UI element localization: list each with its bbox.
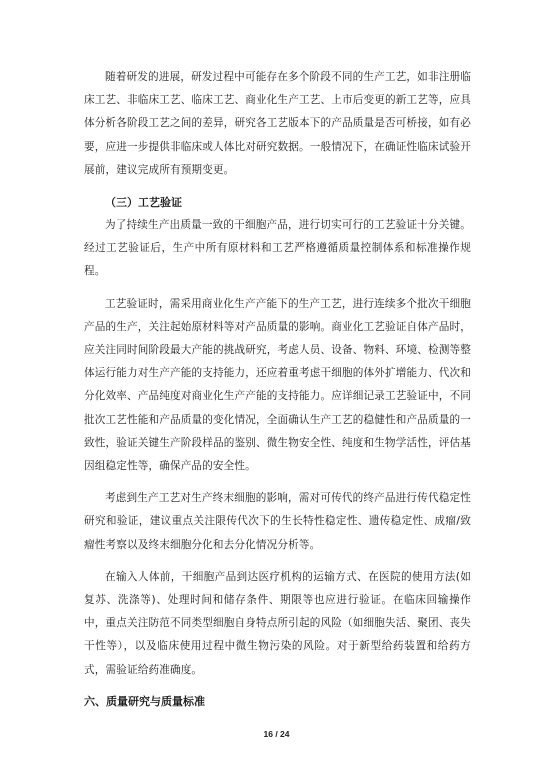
paragraph-process-versions: 随着研发的进展，研发过程中可能存在多个阶段不同的生产工艺，如非注册临床工艺、非临床工艺、临床工艺、商业化生产工艺、上市后变更的新工艺等，应具体分析各阶段工艺之间的差异，研究各工艺版本下的产品质量是否可桥接，如有必要，应进一步提供非临床或人体比对研究数据。一般情况下，在确证性临床试验开展前，建议完成所有预期变更。 [84,71,471,176]
spacer [84,182,471,192]
section-heading-quality-research: 六、质量研究与质量标准 [84,694,205,708]
spacer [84,284,471,293]
spacer [84,557,471,566]
page-number: 16 / 24 [263,729,290,739]
spacer [84,682,471,691]
page-content [84,66,471,713]
paragraph-validation-details: 工艺验证时，需采用商业化生产产能下的生产工艺，进行连续多个批次干细胞产品的生产，关注起始原材料等对产品质量的影响。商业化工艺验证自体产品时，应关注同时间阶段最大产能的挑战研究，考虑人员、设备、物料、环境、检测等整体运行能力对生产产能的支持能力，还应着重考虑干细胞的体外扩增能力、代次和分化效率、产品纯度对商业化生产产能的支持能力。应详细记录工艺验证中，不同批次工艺性能和产品质量的变化情况，全面确认生产工艺的稳健性和产品质量的一致性，验证关键生产阶段样品的鉴别、微生物安全性、纯度和生物学活性，评估基因组稳定性等，确保产品的安全性。 [84,297,471,473]
subheading-process-validation: （三）工艺验证 [105,196,182,210]
paragraph-validation-importance: 为了持续生产出质量一致的干细胞产品，进行切实可行的工艺验证十分关键。经过工艺验证后，生产中所有原材料和工艺严格遵循质量控制体系和标准操作规程。 [84,219,471,278]
spacer [84,478,471,487]
paragraph-passage-stability: 考虑到生产工艺对生产终末细胞的影响，需对可传代的终产品进行传代稳定性研究和验证，建议重点关注限传代次下的生长特性稳定性、遗传稳定性、成瘤/致瘤性考察以及终末细胞分化和去分化情况分析等。 [84,492,471,551]
paragraph-transport-usage: 在输入人体前，干细胞产品到达医疗机构的运输方式、在医院的使用方法(如复苏、洗涤等)、处理时间和储存条件、期限等也应进行验证。在临床回输操作中，重点关注防范不同类型细胞自身特点所引起的风险（如细胞失活、聚团、丧失干性等），以及临床使用过程中微生物污染的风险。对于新型给药装置和给药方式，需验证给药准确度。 [84,570,471,676]
